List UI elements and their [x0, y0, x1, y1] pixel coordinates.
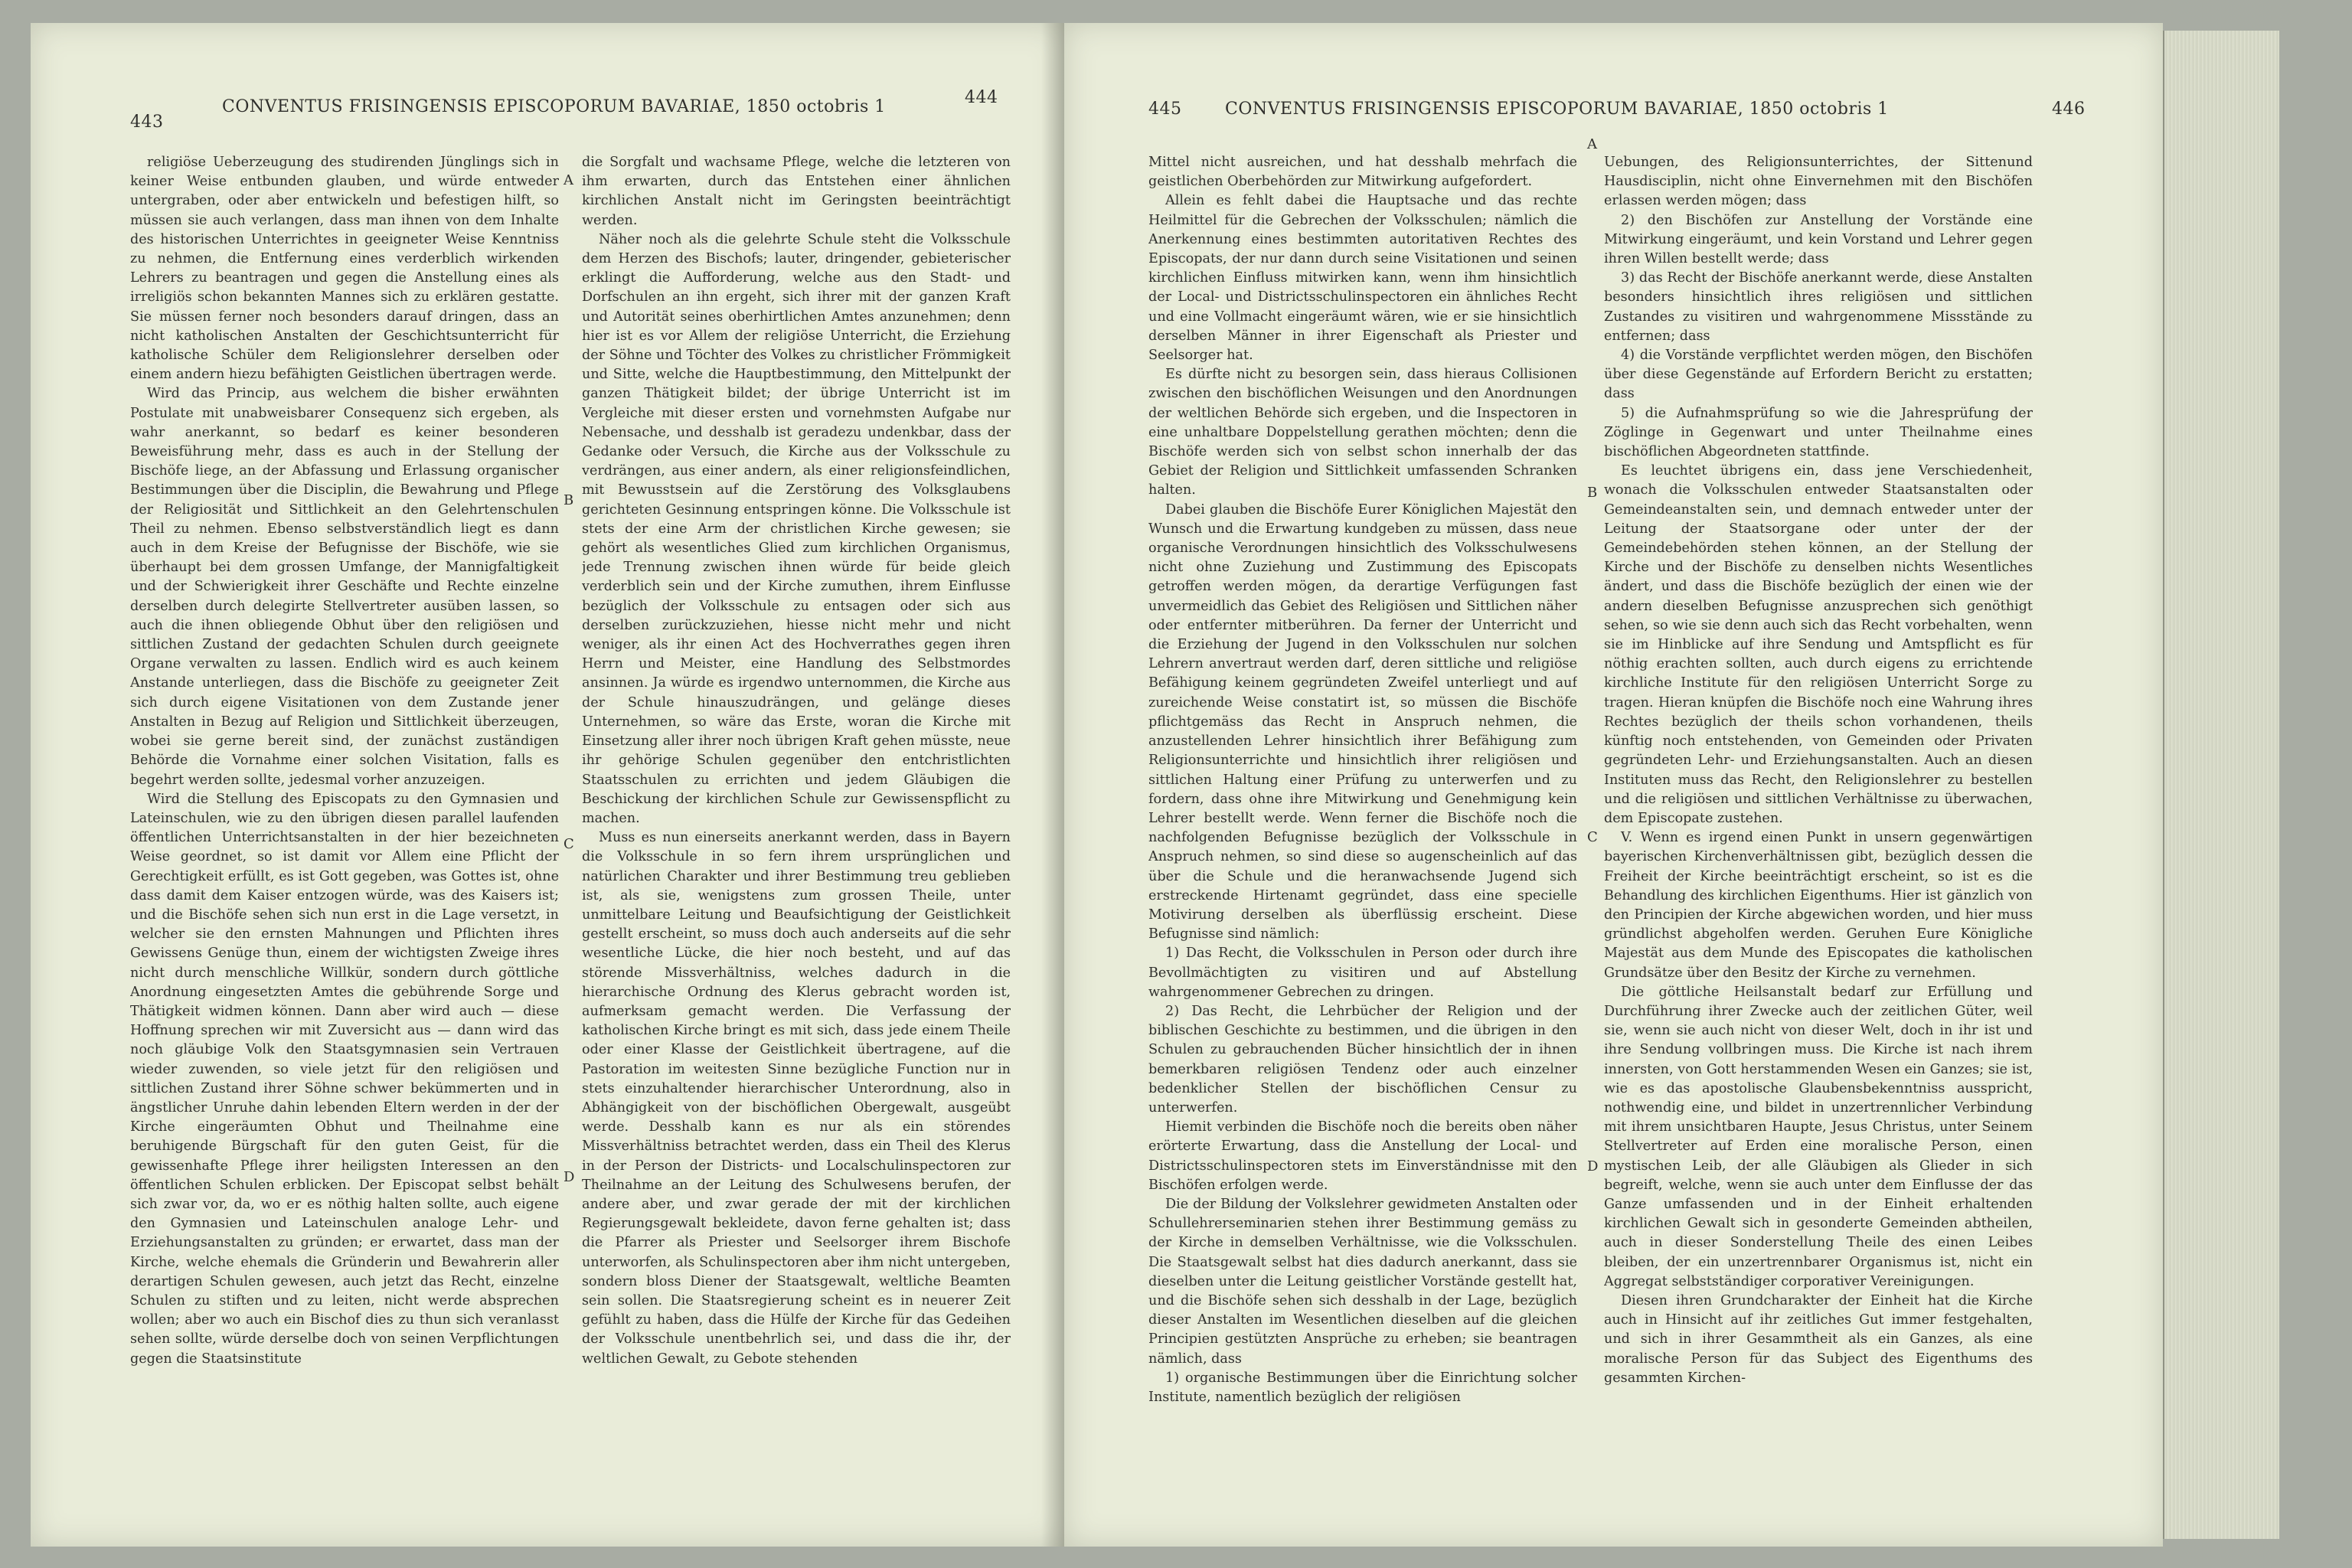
paragraph: V. Wenn es irgend einen Punkt in unsern gegenwärtigen bayerischen Kirchenverhältnissen gibt, bezüglich dessen die Freiheit der Kirche beeinträchtigt erscheint, so ist es die Behandlung des kirchlichen Eigenthums. Hier ist gänzlich von den Principien der Kirche abgewichen worden, und hier muss gründlichst abgeholfen werden. Geruhen Eure Königliche Majestät aus dem Munde des Episcopates die katholischen Grundsätze über den Besitz der Kirche zu vernehmen.: [1604, 830, 2033, 981]
section-marker-d: D: [564, 1169, 575, 1185]
paragraph: Es leuchtet übrigens ein, dass jene Verschiedenheit, wonach die Volksschulen entweder Staatsanstalten oder Gemeindeanstalten sein, und demnach entweder unter der Leitung der Staatsorgane oder unter der der Gemeindebehörden stehen können, an der Stellung der Kirche und der Bischöfe zu denselben nichts Wesentliches ändert, und dass die Bischöfe bezüglich der einen wie der andern dieselben Befugnisse anzusprechen sich genöthigt sehen, so wie sie denn auch sich das Recht vorbehalten, wenn sie im Hinblicke auf ihre Sendung und Amtspflicht es für nöthig erachten sollten, auch durch eigens zu errichtende kirchliche Institute für den religiösen Unterricht Sorge zu tragen. Hieran knüpfen die Bischöfe noch eine Wahrung ihres Rechtes bezüglich der theils schon vorhandenen, theils künftig noch entstehenden, von Gemeinden oder Privaten gegründeten Lehr- und Erziehungsanstalten. Auch an diesen Instituten muss das Recht, den Religionslehrer zu bestellen und die religiösen und sittlichen Verhältnisse zu überwachen, dem Episcopate zustehen.: [1604, 463, 2033, 826]
section-marker-c: C: [564, 836, 574, 852]
paragraph: Wird die Stellung des Episcopats zu den Gymnasien und Lateinschulen, wie zu den übrigen diesen parallel laufenden öffentlichen Unterrichtsanstalten in der hier bezeichneten Weise geordnet, so ist damit vor Allem eine Pflicht der Gerechtigkeit erfüllt, es ist Gott gegeben, was Gottes ist, ohne dass damit dem Kaiser entzogen würde, was des Kaisers ist; und die Bischöfe sehen sich nun erst in die Lage versetzt, in welcher sie den ernsten Mahnungen und Pflichten ihres Gewissens Genüge thun, einem der wichtigsten Zweige ihres nicht durch menschliche Willkür, sondern durch göttliche Anordnung eingesetzten Amtes die gebührende Sorge und Thätigkeit widmen können. Dann aber wird auch — diese Hoffnung sprechen wir mit Zuversicht aus — dann wird das noch gläubige Volk den Staatsgymnasien sein Vertrauen wieder zuwenden, so viele jetzt für den religiösen und sittlichen Zustand ihrer Söhne schwer bekümmerten und in ängstlicher Unruhe dahin lebenden Eltern werden in der der Kirche eingeräumten Obhut und Theilnahme eine beruhigende Bürgschaft für den guten Geist, für die gewissenhafte Pflege ihrer heiligsten Interessen an den öffentlichen Schulen erblicken. Der Episcopat selbst behält sich zwar vor, da, wo er es nöthig halten sollte, auch eigene den Gymnasien und Lateinschulen analoge Lehr- und Erziehungsanstalten zu gründen; er erwartet, dass man der Kirche, welche ehemals die Gründerin und Bewahrerin aller derartigen Schulen gewesen, auch jetzt das Recht, einzelne Schulen zu stiften und zu leiten, nicht werde absprechen wollen; aber wo auch ein Bischof dies zu thun sich veranlasst sehen sollte, würde derselbe doch von seinen Verpflichtungen gegen die Staatsinstitute: [130, 791, 559, 1367]
paragraph: religiöse Ueberzeugung des studirenden Jünglings sich in keiner Weise entbunden glauben, und würde entweder untergraben, oder aber entwickeln und befestigen hilft, so müssen sie auch verlangen, dass man ihnen von dem Inhalte des historischen Unterrichtes in geeigneter Weise Kenntniss zu nehmen, die Entfernung eines verderblich wirkenden Lehrers zu beantragen und gegen die Anstellung eines als irreligiös schon bekannten Mannes sich zu erklären gestatte. Sie müssen ferner noch besonders darauf dringen, dass an nicht katholischen Anstalten der Geschichtsunterricht für katholische Schüler dem Religionslehrer derselben oder einem andern hiezu befähigten Geistlichen übertragen werde.: [130, 155, 559, 383]
paragraph: Hiemit verbinden die Bischöfe noch die bereits oben näher erörterte Erwartung, dass die Anstellung der Local- und Districtsschulinspectoren stets im Einverständnisse mit den Bischöfen erfolgen werde.: [1148, 1119, 1577, 1193]
page-number-446: 446: [2052, 100, 2086, 119]
left-page-column-1: [130, 153, 559, 1524]
section-marker-c: C: [1587, 829, 1598, 845]
running-title-left: CONVENTUS FRISINGENSIS EPISCOPORUM BAVARIAE, 1850 octobris 1: [222, 97, 886, 116]
paragraph: 2) den Bischöfen zur Anstellung der Vorstände eine Mitwirkung eingeräumt, und kein Vorstand und Lehrer gegen ihren Willen bestellt werde; dass: [1604, 212, 2033, 267]
page-number-444: 444: [965, 88, 998, 107]
paragraph: Wird das Princip, aus welchem die bisher erwähnten Postulate mit unabweisbarer Consequenz sich ergeben, als wahr anerkannt, so bedarf es keiner besonderen Beweisführung mehr, dass es auch in der Stellung der Bischöfe liege, an der Abfassung und Erlassung organischer Bestimmungen über die Disciplin, die Bewahrung und Pflege der Religiosität und Sittlichkeit an den Gelehrtenschulen Theil zu nehmen. Ebenso selbstverständlich liegt es dann auch in dem Kreise der Befugnisse der Bischöfe, wie sie überhaupt bei dem grossen Umfange, der Mannigfaltigkeit und der Schwierigkeit ihrer Geschäfte und Rechte einzelne derselben durch delegirte Stellvertreter ausüben lassen, so auch die ihnen obliegende Obhut über den religiösen und sittlichen Zustand der gedachten Schulen durch geeignete Organe verwalten zu lassen. Endlich wird es auch keinem Anstande unterliegen, dass die Bischöfe zu geeigneter Zeit sich durch eigene Visitationen von dem Zustande jener Anstalten in Bezug auf Religion und Sittlichkeit überzeugen, wobei sie gerne bereit sind, der zunächst zuständigen Behörde die Vornahme einer solchen Visitation, falls es begehrt werden sollte, jedesmal vorher anzuzeigen.: [130, 386, 559, 788]
paragraph: 1) organische Bestimmungen über die Einrichtung solcher Institute, namentlich bezüglich der religiösen: [1148, 1370, 1577, 1405]
page-number-445: 445: [1148, 100, 1182, 119]
page-edges: [2163, 31, 2279, 1539]
right-page: [1064, 23, 2163, 1547]
paragraph: Mittel nicht ausreichen, und hat desshalb mehrfach die geistlichen Oberbehörden zur Mitwirkung aufgefordert.: [1148, 155, 1577, 190]
section-marker-a: A: [1587, 136, 1597, 152]
page-number-443: 443: [130, 113, 164, 132]
paragraph: Diesen ihren Grundcharakter der Einheit hat die Kirche auch in Hinsicht auf ihr zeitliches Gut immer festgehalten, und sich in ihrer Gesammtheit als ein Ganzes, als eine moralische Person für das Subject des Eigenthums des gesammten Kirchen-: [1604, 1292, 2033, 1386]
paragraph: Uebungen, des Religionsunterrichtes, der Sittenund Hausdisciplin, nicht ohne Einvernehmen mit den Bischöfen erlassen werden mögen; dass: [1604, 155, 2033, 209]
paragraph: Es dürfte nicht zu besorgen sein, dass hieraus Collisionen zwischen den bischöflichen Weisungen und den Anordnungen der weltlichen Behörde sich ergeben, und die Inspectoren in eine unhaltbare Doppelstellung gerathen möchten; denn die Bischöfe werden sich von selbst schon innerhalb der das Gebiet der Religion und Sittlichkeit umfassenden Schranken halten.: [1148, 367, 1577, 498]
paragraph: Näher noch als die gelehrte Schule steht die Volksschule dem Herzen des Bischofs; lauter, dringender, gebieterischer erklingt die Aufforderung, welche aus den Stadt- und Dorfschulen an ihn ergeht, sich ihrer mit der ganzen Kraft und Autorität seines oberhirtlichen Amtes anzunehmen; denn hier ist es vor Allem der religiöse Unterricht, die Erziehung der Söhne und Töchter des Volkes zu christlicher Frömmigkeit und Sitte, welche die Hauptbestimmung, den Mittelpunkt der ganzen Thätigkeit bildet; der übrige Unterricht ist im Vergleiche mit dieser ersten und vornehmsten Aufgabe nur Nebensache, und desshalb ist geradezu undenkbar, dass der Gedanke oder Versuch, die Kirche aus der Volksschule zu verdrängen, aus einer andern, als einer religionsfeindlichen, mit Bewusstsein auf die Zerstörung des Volksglaubens gerichteten Gesinnung entspringen könne. Die Volksschule ist stets der eine Arm der christlichen Kirche gewesen; sie gehört als wesentliches Glied zum kirchlichen Organismus, jede Trennung zwischen ihnen würde für beide gleich verderblich sein und der Kirche zumuthen, ihrem Einflusse bezüglich der Volksschule zu entsagen oder sich aus derselben zurückzuziehen, hiesse nicht mehr und nicht weniger, als ihr einen Act des Hochverrathes gegen ihren Herrn und Meister, eine Handlung des Selbstmordes ansinnen. Ja würde es irgendwo unternommen, die Kirche aus der Schule hinauszudrängen, und gelänge dieses Unternehmen, so wäre das Erste, woran die Kirche mit Einsetzung aller ihrer noch übrigen Kraft gehen müsste, neue ihr gehörige Schulen gegenüber den entchristlichten Staatsschulen zu errichten und jedem Gläubigen die Beschickung der kirchlichen Schule zur Gewissenspflicht zu machen.: [582, 231, 1011, 826]
paragraph: die Sorgfalt und wachsame Pflege, welche die letzteren von ihm erwarten, durch das Entstehen einer ähnlichen kirchlichen Anstalt nicht im Geringsten beeinträchtigt werden.: [582, 155, 1011, 228]
paragraph: Die göttliche Heilsanstalt bedarf zur Erfüllung und Durchführung ihrer Zwecke auch der zeitlichen Güter, weil sie, wenn sie auch nicht von dieser Welt, doch in ihr ist und ihre Sendung vollbringen muss. Die Kirche ist nach ihrem innersten, von Gott herstammenden Wesen ein Ganzes; sie ist, wie es das apostolische Glaubensbekenntniss ausspricht, nothwendig eine, und bildet in unzertrennlicher Verbindung mit ihrem unsichtbaren Haupte, Jesus Christus, unter Seinem Stellvertreter auf Erden eine moralische Person, einen mystischen Leib, der alle Gläubigen als Glieder in sich begreift, welche, wenn sie auch unter dem Einflusse der das Ganze umfassenden und in der Einheit erhaltenden kirchlichen Gewalt sich in gesonderte Gemeinden abtheilen, auch in dieser Sonderstellung Theile des einen Leibes bleiben, der ein unzertrennbarer Organismus ist, nicht ein Aggregat selbstständiger corporativer Vereinigungen.: [1604, 984, 2033, 1289]
section-marker-b: B: [564, 492, 574, 508]
paragraph: 4) die Vorstände verpflichtet werden mögen, den Bischöfen über diese Gegenstände auf Erfordern Bericht zu erstatten; dass: [1604, 348, 2033, 402]
paragraph: 1) Das Recht, die Volksschulen in Person oder durch ihre Bevollmächtigten zu visitiren und auf Abstellung wahrgenommener Gebrechen zu dringen.: [1148, 946, 1577, 1000]
right-page-column-1: [1148, 153, 1577, 1524]
left-page: [31, 23, 1064, 1547]
paragraph: Die der Bildung der Volkslehrer gewidmeten Anstalten oder Schullehrerseminarien stehen ihrer Bestimmung gemäss zu der Kirche in demselben Verhältnisse, wie die Volksschulen. Die Staatsgewalt selbst hat dies dadurch anerkannt, dass sie dieselben unter die Leitung geistlicher Vorstände gestellt hat, und die Bischöfe sehen sich desshalb in der Lage, bezüglich dieser Anstalten im Wesentlichen dieselben auf die gleichen Principien gestützten Ansprüche zu erheben; sie beantragen nämlich, dass: [1148, 1196, 1577, 1367]
paragraph: 5) die Aufnahmsprüfung so wie die Jahresprüfung der Zöglinge in Gegenwart und unter Theilnahme eines bischöflichen Abgeordneten stattfinde.: [1604, 405, 2033, 460]
paragraph: Dabei glauben die Bischöfe Eurer Königlichen Majestät den Wunsch und die Erwartung kundgeben zu müssen, dass neue organische Verordnungen hinsichtlich des Volksschulwesens nicht ohne Zuziehung und Zustimmung des Episcopats getroffen werden mögen, da derartige Verfügungen fast unvermeidlich das Gebiet des Religiösen und Sittlichen näher oder entfernter mitberühren. Da ferner der Unterricht und die Erziehung der Jugend in den Volksschulen nur solchen Lehrern anvertraut werden darf, deren sittliche und religiöse Befähigung keinem gegründeten Zweifel unterliegt und auf zureichende Weise constatirt ist, so müssen die Bischöfe pflichtgemäss das Recht in Anspruch nehmen, die anzustellenden Lehrer hinsichtlich ihrer Befähigung zum Religionsunterrichte und hinsichtlich ihrer religiösen und sittlichen Haltung einer Prüfung zu unterwerfen und zu fordern, dass ohne ihre Mitwirkung und Genehmigung kein Lehrer bestellt werde. Wenn ferner die Bischöfe noch die nachfolgenden Befugnisse bezüglich der Volksschule in Anspruch nehmen, so sind diese so augenscheinlich auf das über die Schule und die heranwachsende Jugend sich erstreckende Hirtenamt gegründet, dass eine specielle Motivirung derselben als überflüssig erscheint. Diese Befugnisse sind nämlich:: [1148, 501, 1577, 942]
section-marker-b: B: [1587, 485, 1598, 501]
paragraph: Allein es fehlt dabei die Hauptsache und das rechte Heilmittel für die Gebrechen der Volksschulen; nämlich die Anerkennung eines bestimmten autoritativen Rechtes des Episcopats, der nur dann durch seine Visitationen und seinen kirchlichen Einfluss mitwirken kann, wenn ihm hinsichtlich der Local- und Districtsschulinspectoren ein ähnliches Recht und eine Vollmacht eingeräumt wären, wie er sie hinsichtlich derselben Männer in ihrer Eigenschaft als Priester und Seelsorger hat.: [1148, 193, 1577, 364]
running-title-right: CONVENTUS FRISINGENSIS EPISCOPORUM BAVARIAE, 1850 octobris 1: [1225, 100, 1889, 119]
left-page-column-2: [582, 153, 1011, 1524]
section-marker-a: A: [564, 172, 573, 188]
paragraph: 2) Das Recht, die Lehrbücher der Religion und der biblischen Geschichte zu bestimmen, und die übrigen in den Schulen zu gebrauchenden Bücher hinsichtlich der in ihnen bemerkbaren religiösen Tendenz oder auch einzelner bedenklicher Stellen der bischöflichen Censur zu unterwerfen.: [1148, 1003, 1577, 1116]
paragraph: 3) das Recht der Bischöfe anerkannt werde, diese Anstalten besonders hinsichtlich ihres religiösen und sittlichen Zustandes zu visitiren und wahrgenommene Missstände zu entfernen; dass: [1604, 270, 2033, 344]
section-marker-d: D: [1587, 1158, 1599, 1174]
paragraph: Muss es nun einerseits anerkannt werden, dass in Bayern die Volksschule in so fern ihrem ursprünglichen und natürlichen Charakter und ihrer Bestimmung treu geblieben ist, als sie, wenigstens zum grossen Theile, unter unmittelbare Leitung und Beaufsichtigung der Geistlichkeit gestellt erscheint, so muss doch auch anderseits auf die sehr wesentliche Lücke, die hier noch besteht, und auf das störende Missverhältniss, welches dadurch in die hierarchische Ordnung des Klerus gebracht worden ist, aufmerksam gemacht werden. Die Verfassung der katholischen Kirche bringt es mit sich, dass jede einem Theile oder einer Klasse der Geistlichkeit übertragene, auf die Pastoration im weitesten Sinne bezügliche Function nur in stets einzuhaltender hierarchischer Unterordnung, also in Abhängigkeit von der bischöflichen Obergewalt, ausgeübt werde. Desshalb kann es nur als ein störendes Missverhältniss betrachtet werden, dass ein Theil des Klerus in der Person der Districts- und Localschulinspectoren zur Theilnahme an der Leitung des Schulwesens berufen, der andere aber, und zwar gerade der mit der kirchlichen Regierungsgewalt bekleidete, davon ferne gehalten ist; dass die Pfarrer als Priester und Seelsorger ihrem Bischofe unterworfen, als Schulinspectoren aber ihm nicht untergeben, sondern bloss Diener der Staatsgewalt, weltliche Beamten sein sollen. Die Staatsregierung scheint es in neuerer Zeit gefühlt zu haben, dass die Hülfe der Kirche für das Gedeihen der Volksschule unentbehrlich sei, und dass die ihr, der weltlichen Gewalt, zu Gebote stehenden: [582, 830, 1011, 1367]
right-page-column-2: [1604, 153, 2033, 1524]
